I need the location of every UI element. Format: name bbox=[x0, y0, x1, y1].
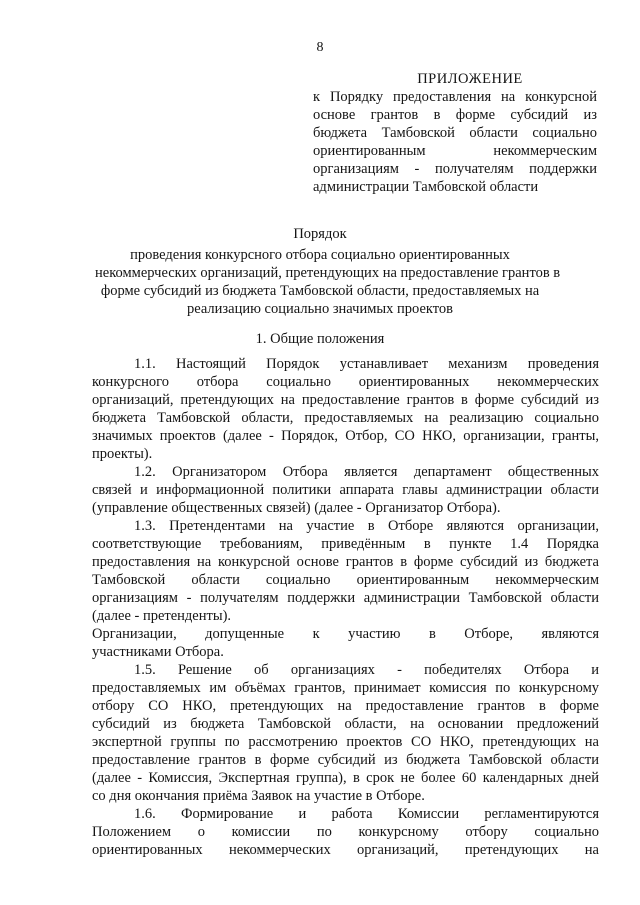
text-line: проекты). bbox=[92, 446, 153, 462]
text-line: (управление общественных связей) (далее - Организатор Отбора). bbox=[92, 500, 501, 516]
title-line: проведения конкурсного отбора социально ориентированных bbox=[130, 247, 510, 263]
paragraph-1-6 bbox=[92, 805, 599, 859]
text-line: предоставления на конкурсной основе грантов в форме субсидий из бюджета bbox=[92, 554, 599, 570]
annex-line: бюджета Тамбовской области социально bbox=[313, 125, 597, 141]
annex-title: ПРИЛОЖЕНИЕ bbox=[417, 71, 523, 87]
annex-line: администрации Тамбовской области bbox=[313, 179, 539, 195]
text-line: отбору СО НКО, претендующих на предоставление грантов в форме bbox=[92, 698, 599, 714]
annex-line: к Порядку предоставления на конкурсной bbox=[313, 89, 597, 105]
text-line: ориентированных некоммерческих организаций, претендующих на bbox=[92, 842, 599, 858]
paragraph-1-2 bbox=[92, 463, 599, 517]
text-line: субсидий из бюджета Тамбовской области, на основании предложений bbox=[92, 716, 599, 732]
document-title bbox=[95, 225, 561, 318]
text-line: соответствующие требованиям, приведённым в пункте 1.4 Порядка bbox=[92, 536, 599, 552]
paragraph-1-5 bbox=[92, 661, 599, 805]
text-line: 1.6. Формирование и работа Комиссии регламентируются bbox=[134, 806, 599, 822]
text-line: 1.2. Организатором Отбора является департамент общественных bbox=[134, 464, 599, 480]
paragraph-1-1 bbox=[92, 355, 599, 463]
paragraph-1-3 bbox=[92, 517, 599, 625]
text-line: бюджета Тамбовской области, предоставляемых на реализацию социально bbox=[92, 410, 599, 426]
annex-line: ориентированным некоммерческим bbox=[313, 143, 597, 159]
text-line: (далее - Комиссия, Экспертная группа), в срок не более 60 календарных дней bbox=[92, 770, 599, 786]
text-line: экспертной группы по рассмотрению проектов СО НКО, претендующих на bbox=[92, 734, 599, 750]
text-line: конкурсного отбора социально ориентированных некоммерческих bbox=[92, 374, 599, 390]
page-number: 8 bbox=[316, 40, 324, 55]
paragraph-participants bbox=[92, 625, 599, 661]
text-line: предоставляемых им объёмах грантов, принимает комиссия по конкурсному bbox=[92, 680, 599, 696]
title-line: реализацию социально значимых проектов bbox=[187, 301, 453, 317]
text-line: 1.3. Претендентами на участие в Отборе являются организации, bbox=[134, 518, 599, 534]
text-line: со дня окончания приёма Заявок на участие в Отборе. bbox=[92, 788, 425, 804]
annex-line: основе грантов в форме субсидий из bbox=[313, 107, 597, 123]
section-heading: 1. Общие положения bbox=[255, 331, 385, 347]
document-body bbox=[92, 355, 599, 859]
annex-line: организациям - получателям поддержки bbox=[313, 161, 597, 177]
text-line: значимых проектов (далее - Порядок, Отбор, СО НКО, организации, гранты, bbox=[92, 428, 599, 444]
title-line: некоммерческих организаций, претендующих на предоставление грантов в bbox=[95, 265, 561, 281]
text-line: участниками Отбора. bbox=[92, 644, 224, 660]
text-line: Организации, допущенные к участию в Отборе, являются bbox=[92, 626, 599, 642]
text-line: предоставление грантов в форме субсидий из бюджета Тамбовской области bbox=[92, 752, 599, 768]
text-line: организаций, претендующих на предоставление грантов в форме субсидий из bbox=[92, 392, 599, 408]
text-line: 1.5. Решение об организациях - победителях Отбора и bbox=[134, 662, 599, 678]
title-heading: Порядок bbox=[293, 226, 347, 242]
text-line: 1.1. Настоящий Порядок устанавливает механизм проведения bbox=[134, 356, 599, 372]
text-line: организациям - получателям поддержки администрации Тамбовской области bbox=[92, 590, 599, 606]
annex-block bbox=[313, 70, 597, 196]
text-line: Тамбовской области социально ориентированным некоммерческим bbox=[92, 572, 599, 588]
title-line: форме субсидий из бюджета Тамбовской области, предоставляемых на bbox=[100, 283, 540, 299]
text-line: (далее - претенденты). bbox=[92, 608, 232, 624]
text-line: Положением о комиссии по конкурсному отбору социально bbox=[92, 824, 599, 840]
text-line: связей и информационной политики аппарата главы администрации области bbox=[92, 482, 599, 498]
